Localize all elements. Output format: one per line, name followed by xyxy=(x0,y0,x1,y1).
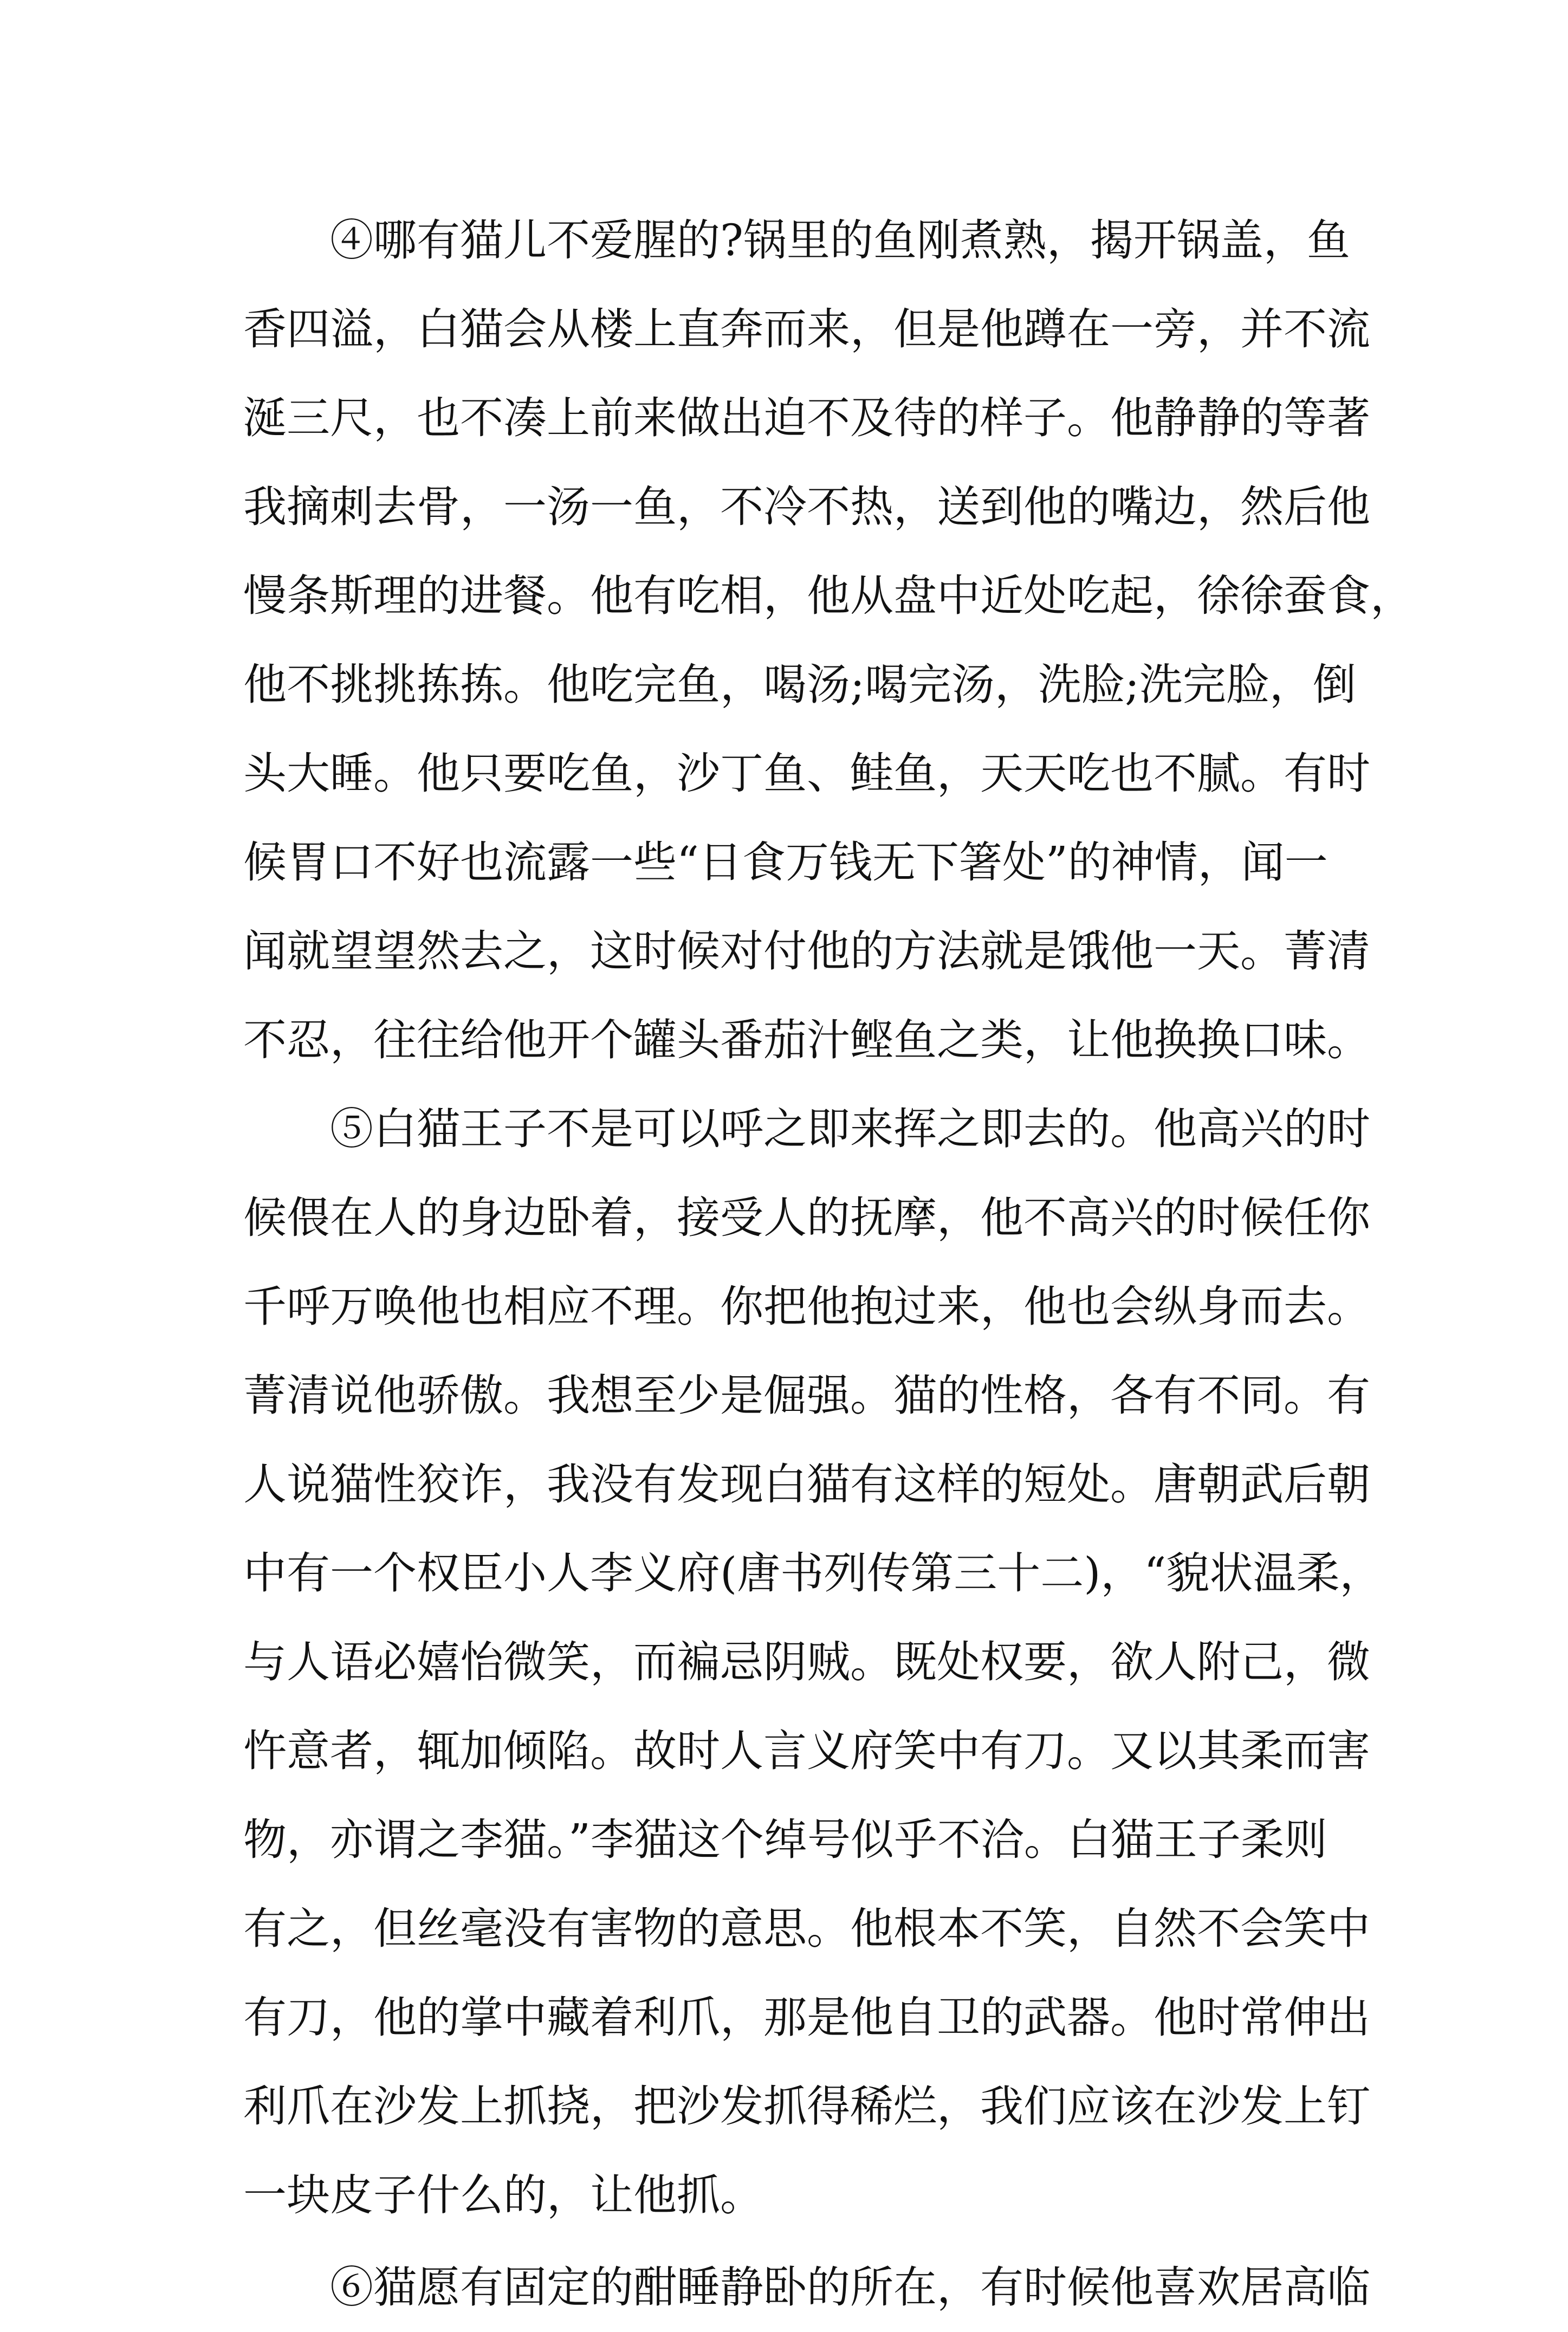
paragraph-5-line: 人说猫性狡诈，我没有发现白猫有这样的短处。唐朝武后朝 xyxy=(243,1459,1370,1510)
paragraph-4-line: 慢条斯理的进餐。他有吃相，他从盘中近处吃起，徐徐蚕食， xyxy=(243,571,1414,621)
paragraph-5-line: 利爪在沙发上抓挠，把沙发抓得稀烂，我们应该在沙发上钉 xyxy=(243,2081,1370,2132)
paragraph-4-line: 头大睡。他只要吃鱼，沙丁鱼、鲑鱼，天天吃也不腻。有时 xyxy=(243,748,1370,799)
paragraph-5-line: 一块皮子什么的，让他抓。 xyxy=(243,2170,763,2220)
paragraph-4-line: 他不挑挑拣拣。他吃完鱼，喝汤;喝完汤，洗脸;洗完脸，倒 xyxy=(243,659,1356,710)
paragraph-5-line: 千呼万唤他也相应不理。你把他抱过来，他也会纵身而去。 xyxy=(243,1281,1370,1332)
paragraph-4-line: ④哪有猫儿不爱腥的?锅里的鱼刚煮熟，揭开锅盖，鱼 xyxy=(330,215,1350,265)
paragraph-5-line: 中有一个权臣小人李义府(唐书列传第三十二)，“貌状温柔， xyxy=(243,1548,1383,1598)
paragraph-4-line: 我摘刺去骨，一汤一鱼，不冷不热，送到他的嘴边，然后他 xyxy=(243,482,1370,532)
paragraph-5-line: 与人语必嬉怡微笑，而褊忌阴贼。既处权要，欲人附己，微 xyxy=(243,1637,1370,1687)
paragraph-4-line: 不忍，往往给他开个罐头番茄汁鲣鱼之类，让他换换口味。 xyxy=(243,1015,1370,1065)
paragraph-5-line: 物，亦谓之李猫。”李猫这个绰号似乎不洽。白猫王子柔则 xyxy=(243,1815,1327,1865)
paragraph-5-line: 候偎在人的身边卧着，接受人的抚摩，他不高兴的时候任你 xyxy=(243,1193,1370,1243)
paragraph-5-line: 忤意者，辄加倾陷。故时人言义府笑中有刀。又以其柔而害 xyxy=(243,1726,1370,1776)
paragraph-5-line: 菁清说他骄傲。我想至少是倔强。猫的性格，各有不同。有 xyxy=(243,1370,1370,1421)
paragraph-4-line: 香四溢，白猫会从楼上直奔而来，但是他蹲在一旁，并不流 xyxy=(243,304,1370,354)
paragraph-4-line: 涎三尺，也不凑上前来做出迫不及待的样子。他静静的等著 xyxy=(243,393,1370,443)
document-body xyxy=(243,196,1414,2332)
paragraph-6-line: ⑥猫愿有固定的酣睡静卧的所在，有时候他喜欢居高临 xyxy=(330,2262,1370,2312)
paragraph-4-line: 候胃口不好也流露一些“日食万钱无下箸处”的神情，闻一 xyxy=(243,837,1328,888)
paragraph-4-line: 闻就望望然去之，这时候对付他的方法就是饿他一天。菁清 xyxy=(243,926,1370,976)
paragraph-5-line: 有之，但丝毫没有害物的意思。他根本不笑，自然不会笑中 xyxy=(243,1903,1370,1954)
paragraph-5-line: ⑤白猫王子不是可以呼之即来挥之即去的。他高兴的时 xyxy=(330,1104,1370,1154)
paragraph-5-line: 有刀，他的掌中藏着利爪，那是他自卫的武器。他时常伸出 xyxy=(243,1992,1370,2043)
